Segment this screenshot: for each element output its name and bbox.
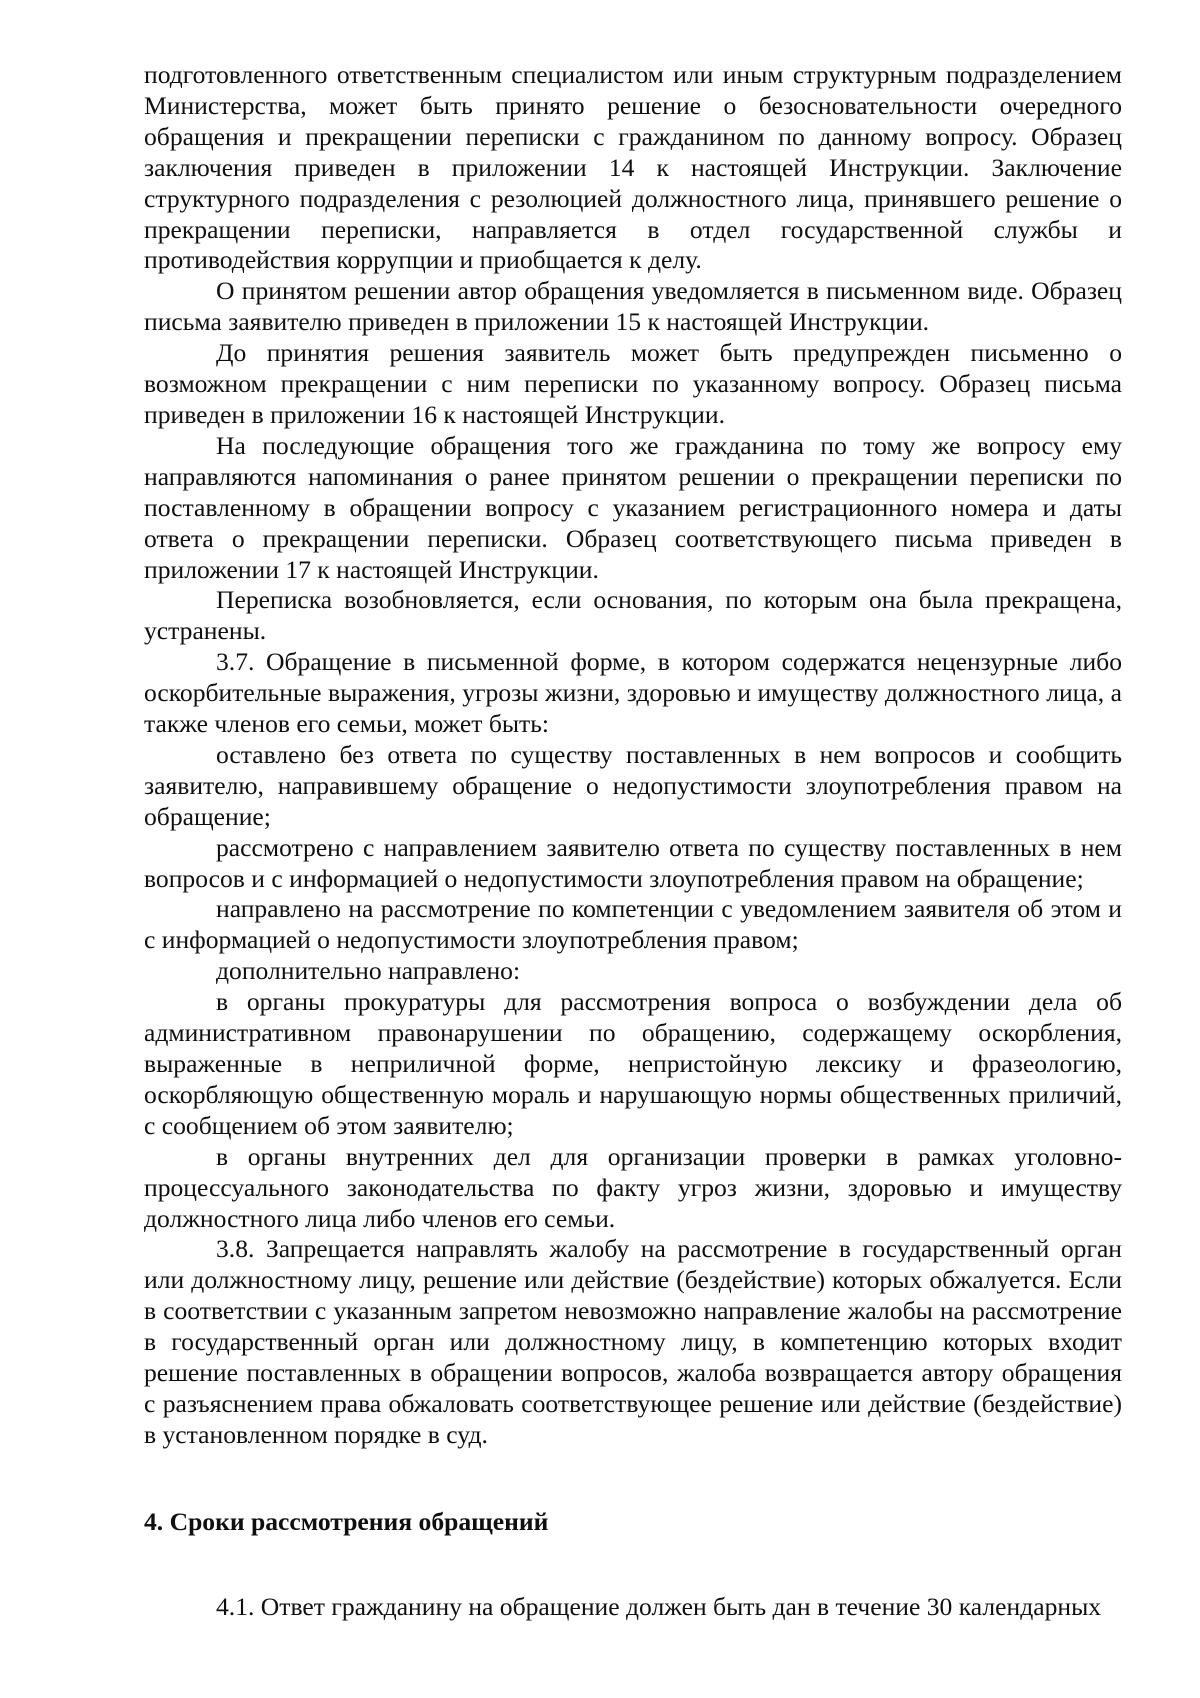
paragraph-prosecutors: в органы прокуратуры для рассмотрения вопроса о возбуждении дела об административном правонарушении по обращению, содержащему оскорбления, выраженные в неприличной форме, непристойную лексику и фразеологию, оскорбляющую общественную мораль и нарушающую нормы общественных приличий, с сообщением об этом заявителю; [144, 987, 1122, 1140]
paragraph-reminders: На последующие обращения того же гражданина по тому же вопросу ему направляются напоминания о ранее принятом решении о прекращении переписки по поставленному в обращении вопросу с указанием регистрационного номера и даты ответа о прекращении переписки. Образец соответствующего письма приведен в приложении 17 к настоящей Инструкции. [144, 430, 1122, 584]
paragraph-3-7-option-3: направлено на рассмотрение по компетенции с уведомлением заявителя об этом и с информацией о недопустимости злоупотребления правом; [144, 894, 1122, 955]
paragraph-conclusion: подготовленного ответственным специалистом или иным структурным подразделением Министерства, может быть принято решение о безосновательности очередного обращения и прекращении переписки с гражданином по данному вопросу. Образец заключения приведен в приложении 14 к настоящей Инструкции. Заключение структурного подразделения с резолюцией должностного лица, принявшего решение о прекращении переписки, направляется в отдел государственной службы и противодействия коррупции и приобщается к делу. [144, 60, 1122, 275]
paragraph-3-7-option-2: рассмотрено с направлением заявителю ответа по существу поставленных в нем вопросов и с информацией о недопустимости злоупотребления правом на обращение; [144, 832, 1122, 893]
paragraph-resumed: Переписка возобновляется, если основания, по которым она была прекращена, устранены. [144, 585, 1122, 646]
paragraph-warning: До принятия решения заявитель может быть предупрежден письменно о возможном прекращении с ним переписки по указанному вопросу. Образец письма приведен в приложении 16 к настоящей Инструкции. [144, 338, 1122, 429]
paragraph-3-8: 3.8. Запрещается направлять жалобу на рассмотрение в государственный орган или должностному лицу, решение или действие (бездействие) которых обжалуется. Если в соответствии с указанным запретом невозможно направление жалобы на рассмотрение в государственный орган или должностному лицу, в компетенцию которых входит решение поставленных в обращении вопросов, жалоба возвращается автору обращения с разъяснением права обжаловать соответствующее решение или действие (бездействие) в установленном порядке в суд. [144, 1234, 1122, 1449]
paragraph-author-notified: О принятом решении автор обращения уведомляется в письменном виде. Образец письма заявителю приведен в приложении 15 к настоящей Инструкции. [144, 276, 1122, 337]
document-body [144, 60, 1122, 1623]
paragraph-additionally: дополнительно направлено: [216, 956, 521, 986]
paragraph-4-1: 4.1. Ответ гражданину на обращение должен быть дан в течение 30 календарных [216, 1591, 1102, 1621]
paragraph-internal-affairs: в органы внутренних дел для организации проверки в рамках уголовно-процессуального законодательства по факту угроз жизни, здоровью и имуществу должностного лица либо членов его семьи. [144, 1141, 1122, 1233]
paragraph-3-7-option-1: оставлено без ответа по существу поставленных в нем вопросов и сообщить заявителю, направившему обращение о недопустимости злоупотребления правом на обращение; [144, 739, 1122, 831]
paragraph-3-7: 3.7. Обращение в письменной форме, в котором содержатся нецензурные либо оскорбительные выражения, угрозы жизни, здоровью и имуществу должностного лица, а также членов его семьи, может быть: [144, 647, 1122, 739]
section-heading: 4. Сроки рассмотрения обращений [144, 1506, 549, 1536]
